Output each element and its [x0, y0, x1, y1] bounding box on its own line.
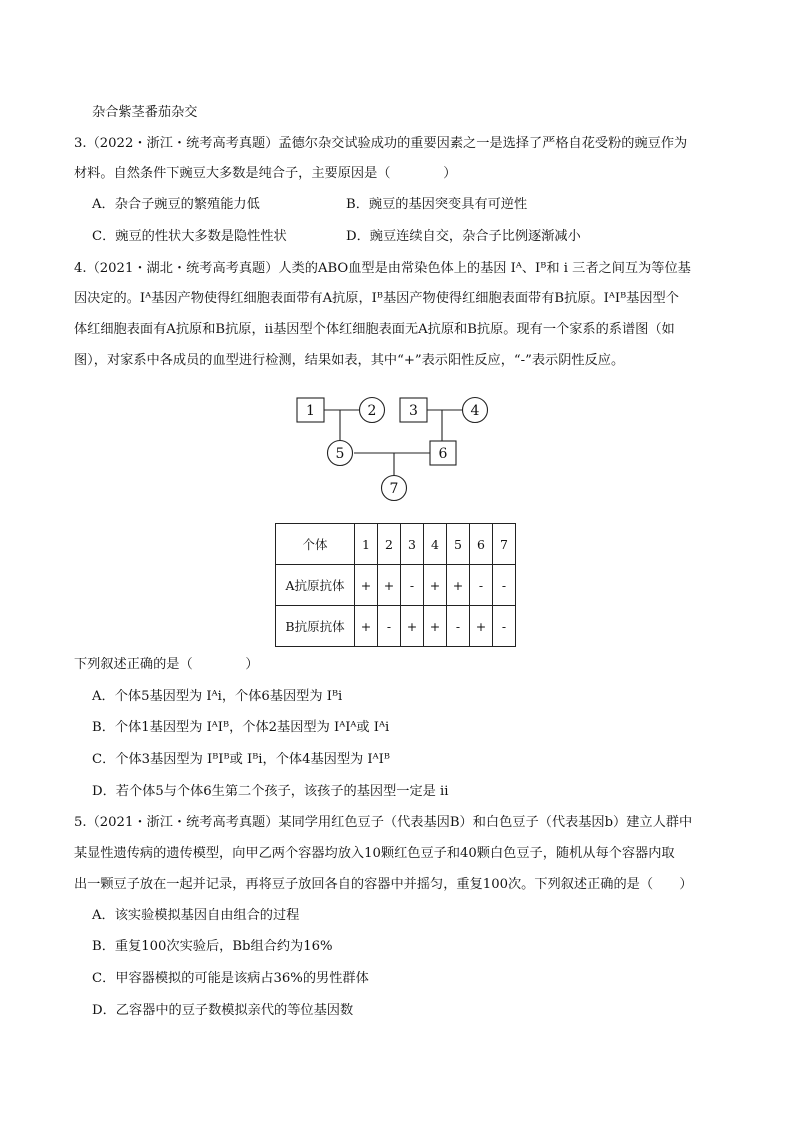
- table-header-cell: 7: [493, 524, 516, 565]
- question-3-line-2: 材料。自然条件下豌豆大多数是纯合子，主要原因是（ ）: [74, 166, 457, 181]
- question-3-line-1: 3.（2022・浙江・统考高考真题）孟德尔杂交试验成功的重要因素之一是选择了严格自花受粉的豌豆作为: [74, 136, 688, 151]
- table-cell: +: [424, 606, 447, 647]
- question-3-option-d: D．豌豆连续自交，杂合子比例逐渐减小: [346, 229, 581, 244]
- question-4-option-a: A．个体5基因型为 Iᴬi，个体6基因型为 Iᴮi: [92, 689, 343, 704]
- question-4-option-c: C．个体3基因型为 IᴮIᴮ或 Iᴮi，个体4基因型为 IᴬIᴮ: [92, 752, 390, 767]
- question-4-option-b: B．个体1基因型为 IᴬIᴮ，个体2基因型为 IᴬIᴬ或 Iᴬi: [92, 720, 390, 735]
- table-cell: +: [355, 565, 378, 606]
- table-cell: -: [401, 565, 424, 606]
- antigen-table: [275, 523, 516, 647]
- question-4-stem: 下列叙述正确的是（ ）: [74, 657, 259, 672]
- pedigree-chart: [290, 392, 500, 504]
- table-header-cell: 4: [424, 524, 447, 565]
- table-cell: +: [424, 565, 447, 606]
- pedigree-label: 5: [335, 446, 345, 462]
- table-header-cell: 3: [401, 524, 424, 565]
- table-header-cell: 5: [447, 524, 470, 565]
- table-header-cell: 1: [355, 524, 378, 565]
- table-cell: -: [447, 606, 470, 647]
- question-4-line-4: 图），对家系中各成员的血型进行检测，结果如表，其中“+”表示阳性反应，“-”表示阴性反应。: [74, 353, 625, 368]
- table-row-label: A抗原抗体: [276, 565, 355, 606]
- table-cell: -: [493, 565, 516, 606]
- question-4-option-d: D．若个体5与个体6生第二个孩子，该孩子的基因型一定是 ii: [92, 784, 449, 799]
- pedigree-label: 2: [367, 403, 377, 419]
- question-4-line-3: 体红细胞表面有A抗原和B抗原，ii基因型个体红细胞表面无A抗原和B抗原。现有一个家系的系谱图（如: [74, 322, 675, 337]
- table-cell: +: [378, 565, 401, 606]
- pedigree-label: 4: [470, 403, 480, 419]
- text-line: 杂合紫茎番茄杂交: [92, 105, 198, 120]
- question-5-option-b: B．重复100次实验后，Bb组合约为16%: [92, 939, 333, 954]
- pedigree-label: 1: [306, 403, 315, 419]
- table-header-cell: 个体: [276, 524, 355, 565]
- question-5-line-3: 出一颗豆子放在一起并记录，再将豆子放回各自的容器中并摇匀，重复100次。下列叙述正确的是（ ）: [74, 877, 693, 892]
- question-3-option-c: C．豌豆的性状大多数是隐性性状: [92, 229, 287, 244]
- pedigree-label: 6: [438, 446, 448, 462]
- table-row: [276, 565, 516, 606]
- table-row-label: B抗原抗体: [276, 606, 355, 647]
- question-5-option-d: D．乙容器中的豆子数模拟亲代的等位基因数: [92, 1003, 354, 1018]
- question-3-option-a: A．杂合子豌豆的繁殖能力低: [92, 197, 260, 212]
- question-5-option-c: C．甲容器模拟的可能是该病占36%的男性群体: [92, 971, 369, 986]
- table-cell: -: [378, 606, 401, 647]
- question-5-line-1: 5.（2021・浙江・统考高考真题）某同学用红色豆子（代表基因B）和白色豆子（代表基因b）建立人群中: [74, 815, 693, 830]
- table-cell: -: [470, 565, 493, 606]
- question-3-option-b: B．豌豆的基因突变具有可逆性: [346, 197, 528, 212]
- question-5-option-a: A．该实验模拟基因自由组合的过程: [92, 908, 300, 923]
- question-4-line-1: 4.（2021・湖北・统考高考真题）人类的ABO血型是由常染色体上的基因 Iᴬ、Iᴮ和 i 三者之间互为等位基: [74, 261, 691, 276]
- pedigree-label: 7: [389, 481, 399, 497]
- table-cell: +: [401, 606, 424, 647]
- table-row: [276, 606, 516, 647]
- table-header-row: [276, 524, 516, 565]
- question-5-line-2: 某显性遗传病的遗传模型，向甲乙两个容器均放入10颗红色豆子和40颗白色豆子，随机从每个容器内取: [74, 846, 675, 861]
- table-cell: -: [493, 606, 516, 647]
- table-header-cell: 6: [470, 524, 493, 565]
- question-4-line-2: 因决定的。Iᴬ基因产物使得红细胞表面带有A抗原，Iᴮ基因产物使得红细胞表面带有B抗原。IᴬIᴮ基因型个: [74, 291, 679, 306]
- table-cell: +: [355, 606, 378, 647]
- pedigree-label: 3: [409, 403, 418, 419]
- table-cell: +: [470, 606, 493, 647]
- table-cell: +: [447, 565, 470, 606]
- table-header-cell: 2: [378, 524, 401, 565]
